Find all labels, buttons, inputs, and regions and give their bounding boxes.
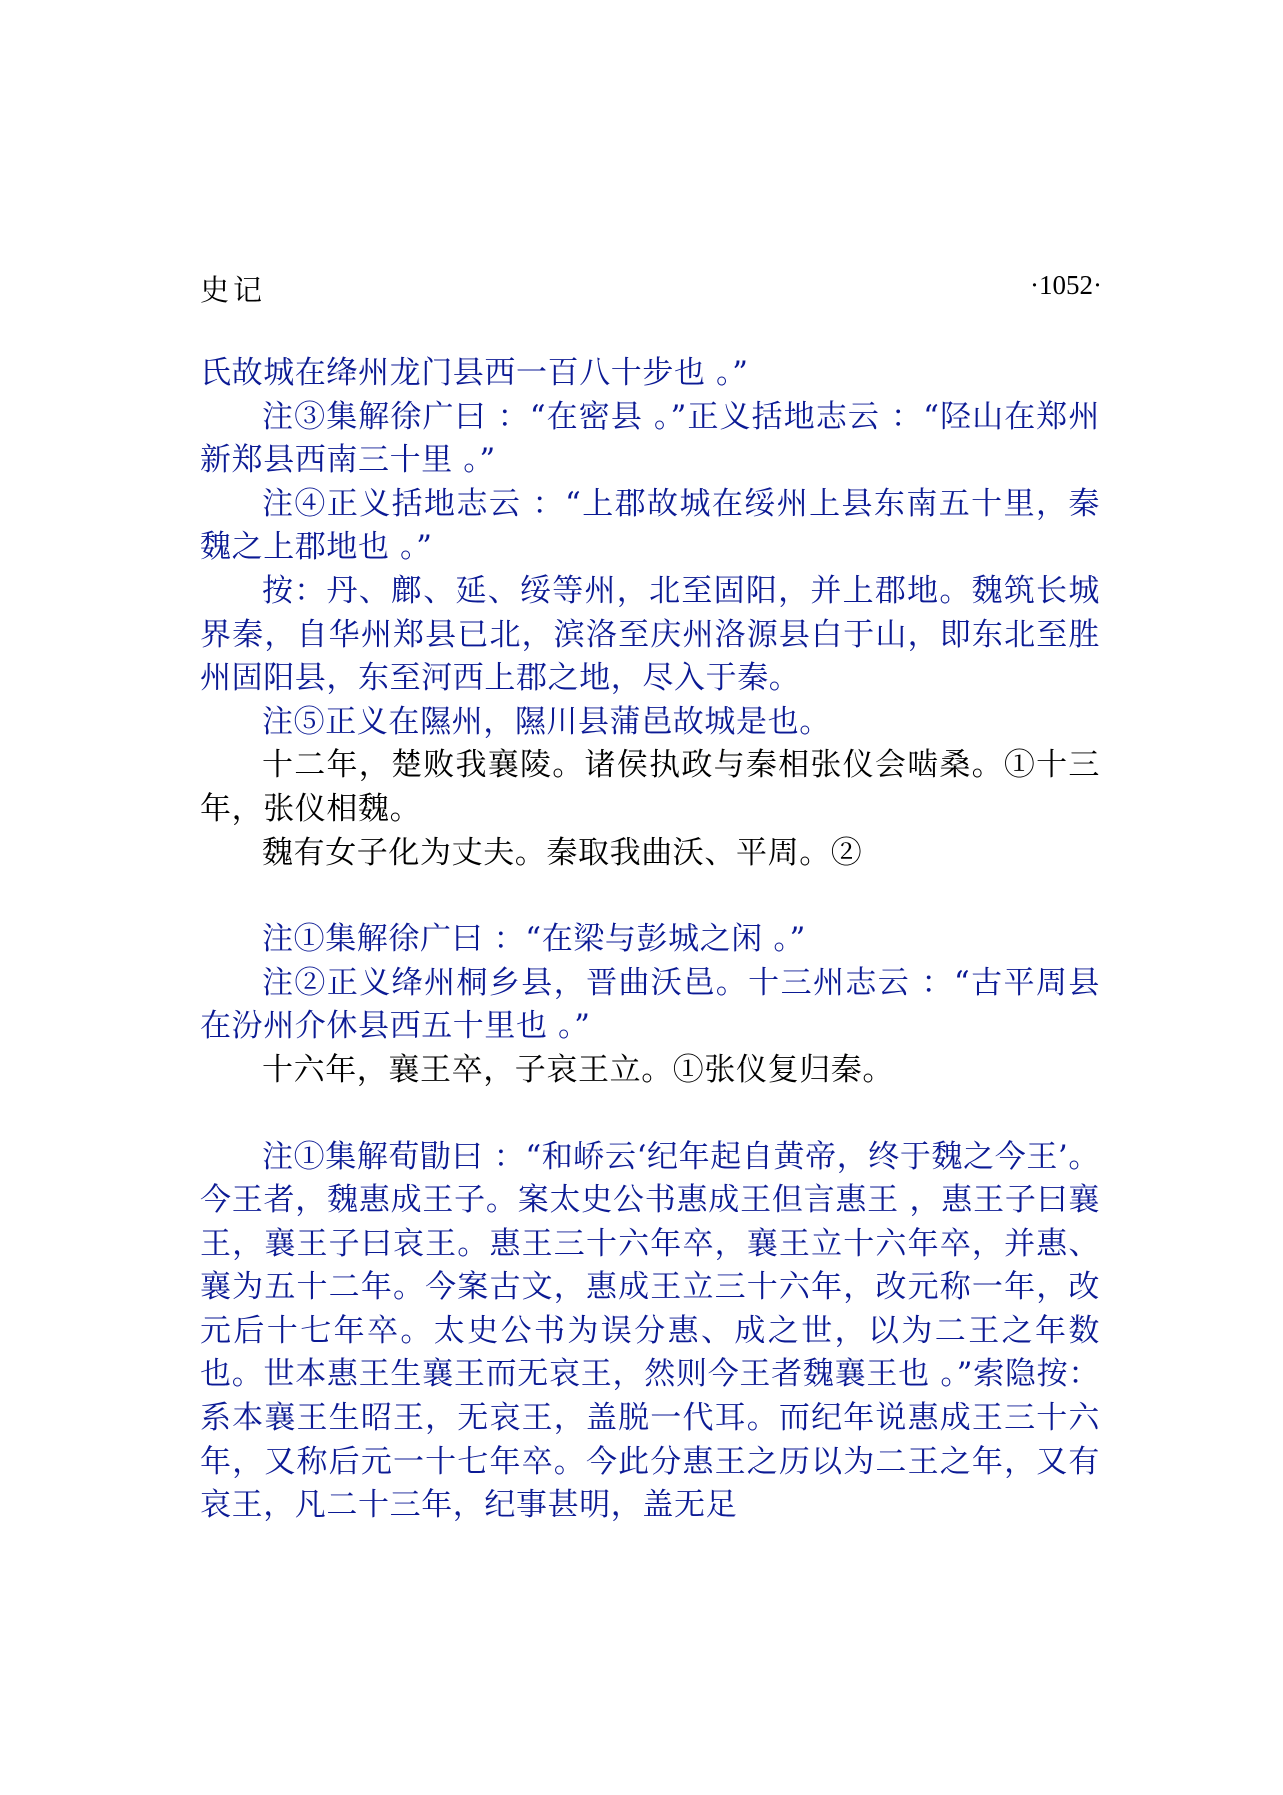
main-text-paragraph: 魏有女子化为丈夫。秦取我曲沃、平周。② xyxy=(262,834,863,871)
note-paragraph: 注③集解徐广曰 ：“在密县 。”正义括地志云 ：“陉山在郑州新郑县西南三十里 。” xyxy=(200,398,1100,479)
note-paragraph: 注④正义括地志云 ：“上郡故城在绥州上县东南五十里，秦魏之上郡地也 。” xyxy=(200,485,1100,566)
note-paragraph: 注②正义绛州桐乡县，晋曲沃邑。十三州志云 ：“古平周县在汾州介休县西五十里也 。” xyxy=(200,964,1100,1045)
note-paragraph: 注①集解荀勖曰 ：“和峤云‘纪年起自黄帝，终于魏之今王’。今王者，魏惠成王子。案太史公书惠成王但言惠王 ，惠王子曰襄王，襄王子曰哀王。惠王三十六年卒，襄王立十六年卒，并惠、襄为五十二年。今案古文，惠成王立三十六年，改元称一年，改元后十七年卒。太史公书为误分惠、成之世，以为二王之年数也。世本惠王生襄王而无哀王，然则今王者魏襄王也 。”索隐按：系本襄王生昭王，无哀王，盖脱一代耳。而纪年说惠成王三十六年，又称后元一十七年卒。今此分惠王之历以为二王之年，又有哀王，凡二十三年，纪事甚明，盖无足 xyxy=(200,1138,1100,1524)
note-paragraph: 氏故城在绛州龙门县西一百八十步也 。” xyxy=(200,355,749,391)
body-text xyxy=(200,352,1100,1528)
page-number: ·1052· xyxy=(1030,270,1102,300)
note-paragraph: 按：丹、鄜、延、绥等州，北至固阳，并上郡地。魏筑长城界秦，自华州郑县已北，滨洛至庆州洛源县白于山，即东北至胜州固阳县，东至河西上郡之地，尽入于秦。 xyxy=(200,572,1100,697)
note-paragraph: 注①集解徐广曰 ：“在梁与彭城之闲 。” xyxy=(262,921,806,958)
main-text-paragraph: 十二年，楚败我襄陵。诸侯执政与秦相张仪会啮桑。①十三年，张仪相魏。 xyxy=(200,747,1100,827)
main-text-paragraph: 十六年，襄王卒，子哀王立。①张仪复归秦。 xyxy=(262,1051,894,1088)
running-title: 史记 xyxy=(200,273,267,307)
page-header xyxy=(200,268,1100,308)
note-paragraph: 注⑤正义在隰州，隰川县蒲邑故城是也。 xyxy=(262,703,831,740)
